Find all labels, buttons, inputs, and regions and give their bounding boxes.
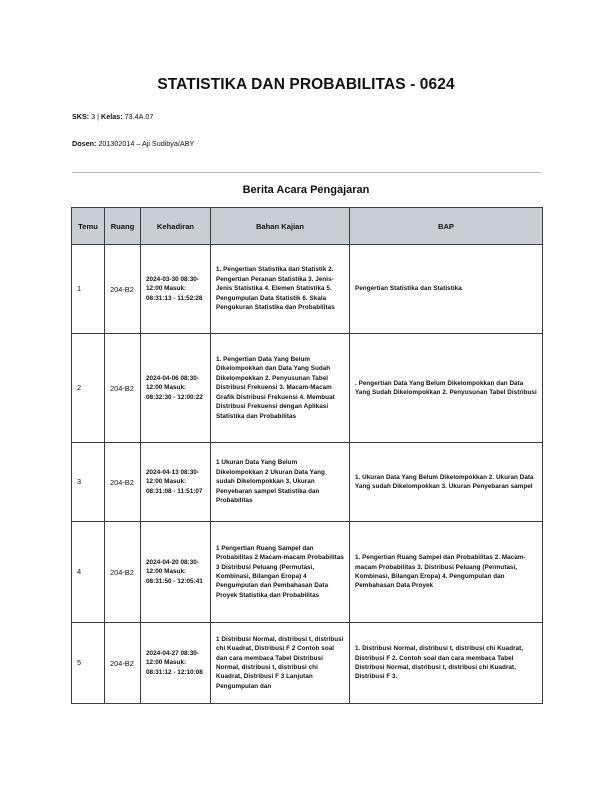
course-meta-dosen	[72, 139, 194, 148]
cell-ruang: 204-B2	[105, 334, 141, 443]
table-row	[72, 245, 543, 334]
table-row	[72, 334, 543, 443]
cell-kehadiran: 2024-04-06 08:30-12:00 Masuk: 08:32:30 - 12:00:22	[141, 334, 211, 443]
table-row	[72, 623, 543, 704]
cell-kehadiran: 2024-04-20 08:30-12:00 Masuk: 08:31:50 - 12:05:41	[141, 522, 211, 623]
cell-kehadiran: 2024-03-30 08:30-12:00 Masuk: 08:31:13 - 11:52:28	[141, 245, 211, 334]
cell-ruang: 204-B2	[105, 522, 141, 623]
sks-value: 3 |	[89, 112, 102, 121]
cell-bap: Pengertian Statistika dan Statistika	[350, 245, 543, 334]
cell-bap: 1. Pengertian Ruang Sampel dan Probabilitas 2. Macam-macam Probabilitas 3. Distribusi Peluang (Permutasi, Kombinasi, Bilangan Eropa) 4. Pengumpulan dan Pembahasan Data Proyek	[350, 522, 543, 623]
cell-bahan-kajian: 1 Pengertian Ruang Sampel dan Probabilitas 2 Macam-macam Probabilitas 3 Distribusi Peluang (Permutasi, Kombinasi, Bilangan Eropa) 4 Pengumpulan dan Pembahasan Data Proyek Statistika dan Probabilitas	[211, 522, 350, 623]
header-ruang: Ruang	[105, 208, 141, 245]
cell-bap: 1. Ukuran Data Yang Belum Dikelompokkan 2. Ukuran Data Yang sudah Dikelompokkan 3. Ukuran Penyebaran sampel	[350, 443, 543, 522]
sks-label: SKS:	[72, 112, 90, 121]
table-header-row	[72, 208, 543, 245]
cell-bahan-kajian: 1. Pengertian Data Yang Belum Dikelompokkan dan Data Yang Sudah Dikelompokkan 2. Penyusunan Tabel Distribusi Frekuensi 3. Macam-Macam Grafik Distribusi Frekuensi 4. Membuat Distribusi Frekuensi dengan Aplikasi Statistika dan Probabilitas	[211, 334, 350, 443]
cell-temu: 3	[72, 443, 105, 522]
cell-temu: 2	[72, 334, 105, 443]
page-title: STATISTIKA DAN PROBABILITAS - 0624	[157, 76, 455, 93]
header-temu: Temu	[72, 208, 105, 245]
course-meta-sks-kelas	[72, 112, 153, 121]
dosen-label: Dosen:	[72, 139, 97, 148]
cell-kehadiran: 2024-04-13 08:30-12:00 Masuk: 08:31:08 - 11:51:07	[141, 443, 211, 522]
kelas-value: 73.4A.07	[122, 112, 154, 121]
cell-kehadiran: 2024-04-27 08:30-12:00 Masuk: 08:31:12 - 12:10:08	[141, 623, 211, 704]
table-row	[72, 443, 543, 522]
cell-bap: 1. Distribusi Normal, distribusi t, distribusi chi Kuadrat, Distribusi F 2. Contoh soal dan cara membaca Tabel Distribusi Normal, distribusi t, distribusi chi Kuadrat, Distribusi F 3.	[350, 623, 543, 704]
section-title: Berita Acara Pengajaran	[242, 184, 370, 196]
kelas-label: Kelas:	[101, 112, 123, 121]
cell-ruang: 204-B2	[105, 245, 141, 334]
divider	[72, 172, 541, 173]
header-kehadiran: Kehadiran	[141, 208, 211, 245]
header-bap: BAP	[350, 208, 543, 245]
cell-bahan-kajian: 1 Ukuran Data Yang Belum Dikelompokkan 2 Ukuran Data Yang sudah Dikelompokkan 3, Ukuran Penyebaran sampel Statistika dan Probabilitas	[211, 443, 350, 522]
cell-temu: 1	[72, 245, 105, 334]
bap-table	[71, 207, 543, 704]
cell-temu: 5	[72, 623, 105, 704]
cell-ruang: 204-B2	[105, 443, 141, 522]
table-row	[72, 522, 543, 623]
cell-bap: . Pengertian Data Yang Belum Dikelompokkan dan Data Yang Sudah Dikelompokkan 2. Penyusunan Tabel Distribusi	[350, 334, 543, 443]
cell-bahan-kajian: 1. Pengertian Statistika dan Statistik 2. Pengertian Peranan Statistika 3. Jenis-Jenis Statistika 4. Elemen Statistika 5. Pengumpulan Data Statistik 6. Skala Pengukuran Statistika dan Probabilitas	[211, 245, 350, 334]
dosen-value: 201302014 – Aji Sudibya/ABY	[96, 139, 195, 148]
header-bahan-kajian: Bahan Kajian	[211, 208, 350, 245]
cell-temu: 4	[72, 522, 105, 623]
cell-bahan-kajian: 1 Distribusi Normal, distribusi t, distribusi chi Kuadrat, Distribusi F 2 Contoh soal dan cara membaca Tabel Distribusi Normal, distribusi t, distribusi chi Kuadrat, Distribusi F 3 Lanjutan Pengumpulan dan	[211, 623, 350, 704]
cell-ruang: 204-B2	[105, 623, 141, 704]
